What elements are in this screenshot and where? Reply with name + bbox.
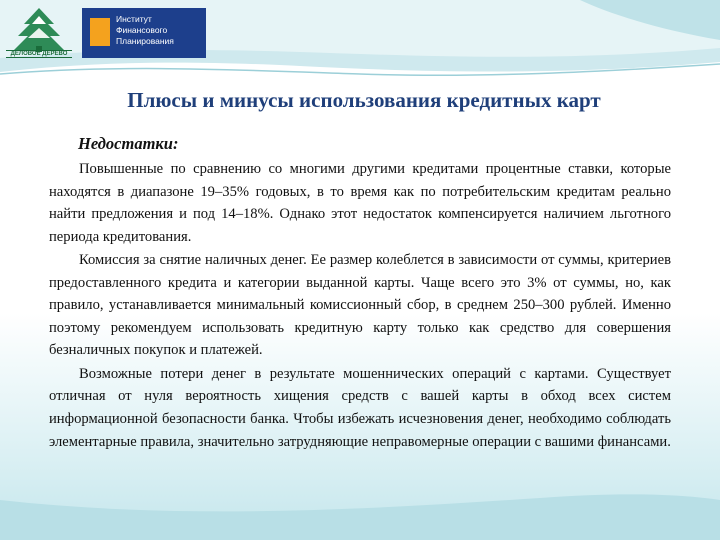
- institute-line-3: Планирования: [116, 36, 174, 46]
- slide-subtitle: Недостатки:: [78, 134, 179, 153]
- paragraph-cash-commission: Комиссия за снятие наличных денег. Ее размер колеблется в зависимости от суммы, критериев предоставленного кредита и категории выданной карты. Чаще всего это 3% от суммы, но, как правило, устанавливается минимальный комиссионный сбор, в среднем 250–300 рублей. Именно поэтому рекомендуем использовать кредитную карту только как средство для совершения безналичных покупок и платежей.: [49, 252, 671, 359]
- institute-line-1: Институт: [116, 14, 152, 24]
- institute-logo-text: [116, 14, 174, 47]
- institute-line-2: Финансового: [116, 25, 168, 35]
- institute-logo: [82, 8, 206, 58]
- paragraph-interest-rates: Повышенные по сравнению со многими другими кредитами процентные ставки, которые находятся в диапазоне 19–35% годовых, в то время как по потребительским кредитам реально найти предложения и под 14–18%. Однако этот недостаток компенсируется наличием льготного периода кредитования.: [49, 161, 671, 245]
- logo-left-caption: ДЕЛОВОЕ ДЕРЕВО: [6, 50, 72, 58]
- paragraph-fraud-risk: Возможные потери денег в результате мошеннических операций с картами. Существует отличная от нуля вероятность хищения средств с вашей карты в обход всех систем информационной безопасности банка. Чтобы избежать исчезновения денег, необходимо соблюдать элементарные правила, значительно затрудняющие неправомерные операции с вашими финансами.: [49, 365, 671, 450]
- slide-body: [49, 158, 671, 454]
- orange-square-icon: [90, 18, 110, 46]
- slide-title: Плюсы и минусы использования кредитных карт: [127, 88, 601, 112]
